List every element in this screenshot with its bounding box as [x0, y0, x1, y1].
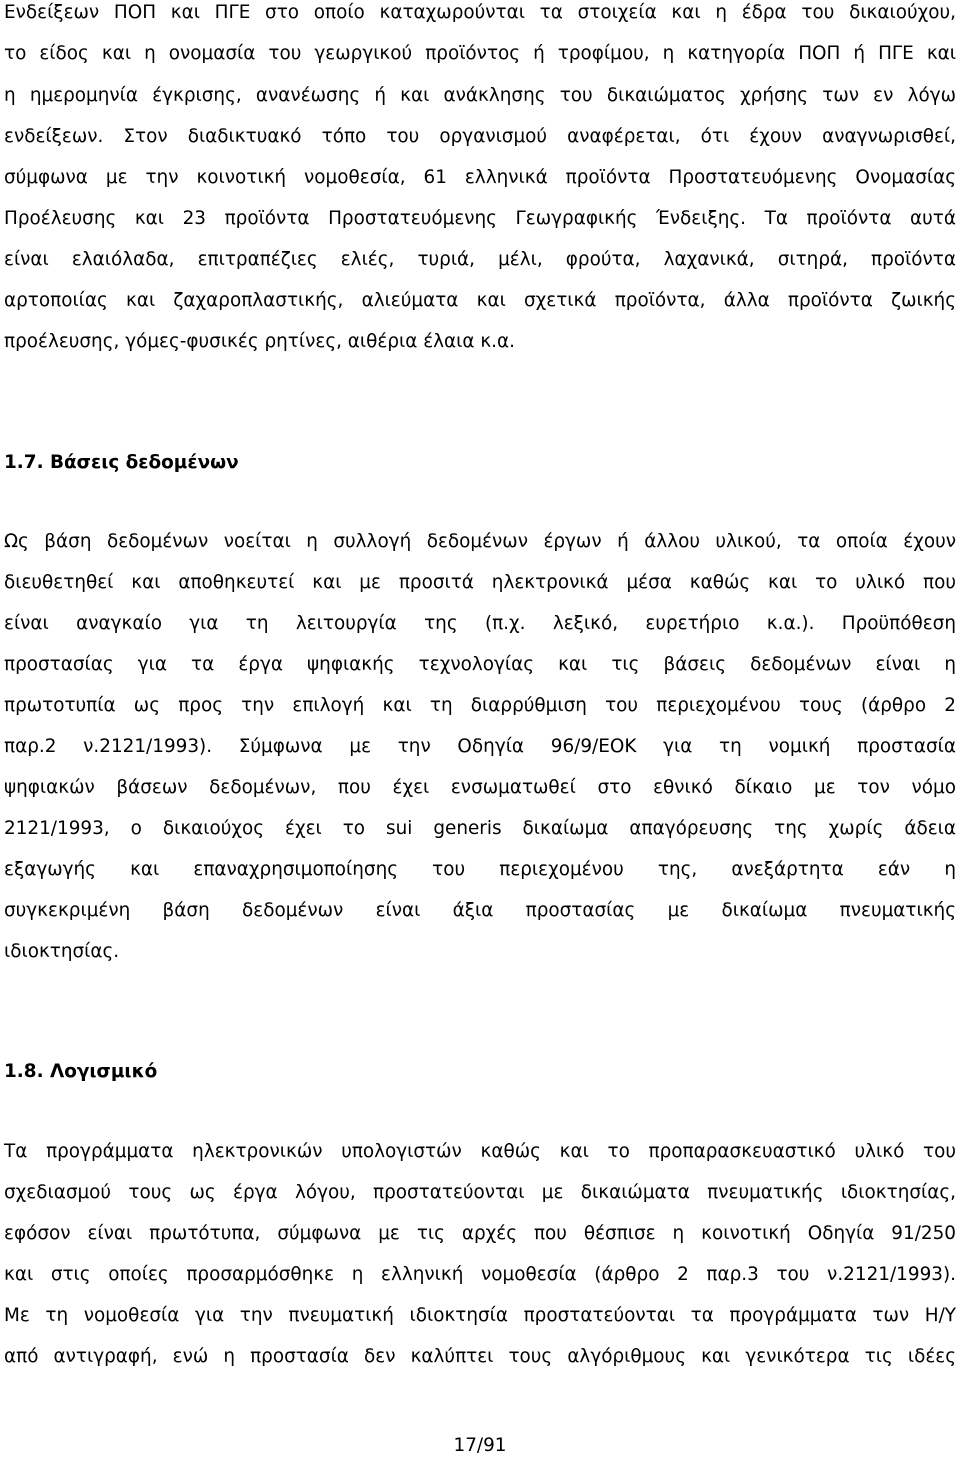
text-line: πρωτοτυπία ως προς την επιλογή και τη διαρρύθμιση του περιεχομένου τους (άρθρο 2 — [4, 695, 956, 716]
text-line: είναι αναγκαίο για τη λειτουργία της (π.χ. λεξικό, ευρετήριο κ.α.). Προϋπόθεση — [4, 613, 956, 634]
section-title: Λογισμικό — [49, 1061, 158, 1082]
text-line: προστασίας για τα έργα ψηφιακής τεχνολογίας και τις βάσεις δεδομένων είναι η — [4, 654, 956, 675]
text-line: Προέλευσης και 23 προϊόντα Προστατευόμενης Γεωγραφικής Ένδειξης. Τα προϊόντα αυτά — [4, 208, 956, 229]
text-line: σύμφωνα με την κοινοτική νομοθεσία, 61 ελληνικά προϊόντα Προστατευόμενης Ονομασίας — [4, 167, 956, 188]
text-line: 2121/1993, ο δικαιούχος έχει το sui generis δικαίωμα απαγόρευσης της χωρίς άδεια — [4, 818, 956, 839]
text-line: συγκεκριμένη βάση δεδομένων είναι άξια προστασίας με δικαίωμα πνευματικής — [4, 900, 956, 921]
text-line: και στις οποίες προσαρμόσθηκε η ελληνική νομοθεσία (άρθρο 2 παρ.3 του ν.2121/1993). — [4, 1264, 956, 1285]
text-line: εφόσον είναι πρωτότυπα, σύμφωνα με τις αρχές που θέσπισε η κοινοτική Οδηγία 91/250 — [4, 1223, 956, 1244]
section-heading-1-7 — [4, 450, 239, 476]
text-line: η ημερομηνία έγκρισης, ανανέωσης ή και ανάκλησης του δικαιώματος χρήσης των εν λόγω — [4, 85, 956, 106]
text-line: ψηφιακών βάσεων δεδομένων, που έχει ενσωματωθεί στο εθνικό δίκαιο με τον νόμο — [4, 777, 956, 798]
text-line: Ενδείξεων ΠΟΠ και ΠΓΕ στο οποίο καταχωρούνται τα στοιχεία και η έδρα του δικαιούχου, — [4, 2, 956, 23]
text-line: αρτοποιίας και ζαχαροπλαστικής, αλιεύματα και σχετικά προϊόντα, άλλα προϊόντα ζωικής — [4, 290, 956, 311]
text-line: από αντιγραφή, ενώ η προστασία δεν καλύπτει τους αλγόριθμους και γενικότερα τις ιδέες — [4, 1346, 956, 1367]
text-line: προέλευσης, γόμες-φυσικές ρητίνες, αιθέρια έλαια κ.α. — [4, 331, 515, 352]
text-line: Με τη νομοθεσία για την πνευματική ιδιοκτησία προστατεύονται τα προγράμματα των Η/Υ — [4, 1305, 956, 1326]
text-line: διευθετηθεί και αποθηκευτεί και με προσιτά ηλεκτρονικά μέσα καθώς και το υλικό που — [4, 572, 956, 593]
page-number: 17/91 — [453, 1435, 507, 1456]
text-line: σχεδιασμού τους ως έργα λόγου, προστατεύονται με δικαιώματα πνευματικής ιδιοκτησίας, — [4, 1182, 956, 1203]
text-line: είναι ελαιόλαδα, επιτραπέζιες ελιές, τυριά, μέλι, φρούτα, λαχανικά, σιτηρά, προϊόντα — [4, 249, 956, 270]
text-line: εξαγωγής και επαναχρησιμοποίησης του περιεχομένου της, ανεξάρτητα εάν η — [4, 859, 956, 880]
section-number: 1.8. — [4, 1061, 44, 1082]
text-line: ιδιοκτησίας. — [4, 941, 120, 962]
text-line: παρ.2 ν.2121/1993). Σύμφωνα με την Οδηγία 96/9/ΕΟΚ για τη νομική προστασία — [4, 736, 956, 757]
section-title: Βάσεις δεδομένων — [49, 452, 239, 473]
text-line: Ως βάση δεδομένων νοείται η συλλογή δεδομένων έργων ή άλλου υλικού, τα οποία έχουν — [4, 531, 956, 552]
text-line: ενδείξεων. Στον διαδικτυακό τόπο του οργανισμού αναφέρεται, ότι έχουν αναγνωρισθεί, — [4, 126, 956, 147]
section-number: 1.7. — [4, 452, 44, 473]
section-heading-1-8 — [4, 1059, 157, 1085]
text-line: το είδος και η ονομασία του γεωργικού προϊόντος ή τροφίμου, η κατηγορία ΠΟΠ ή ΠΓΕ και — [4, 43, 956, 64]
text-line: Τα προγράμματα ηλεκτρονικών υπολογιστών καθώς και το προπαρασκευαστικό υλικό του — [4, 1141, 956, 1162]
